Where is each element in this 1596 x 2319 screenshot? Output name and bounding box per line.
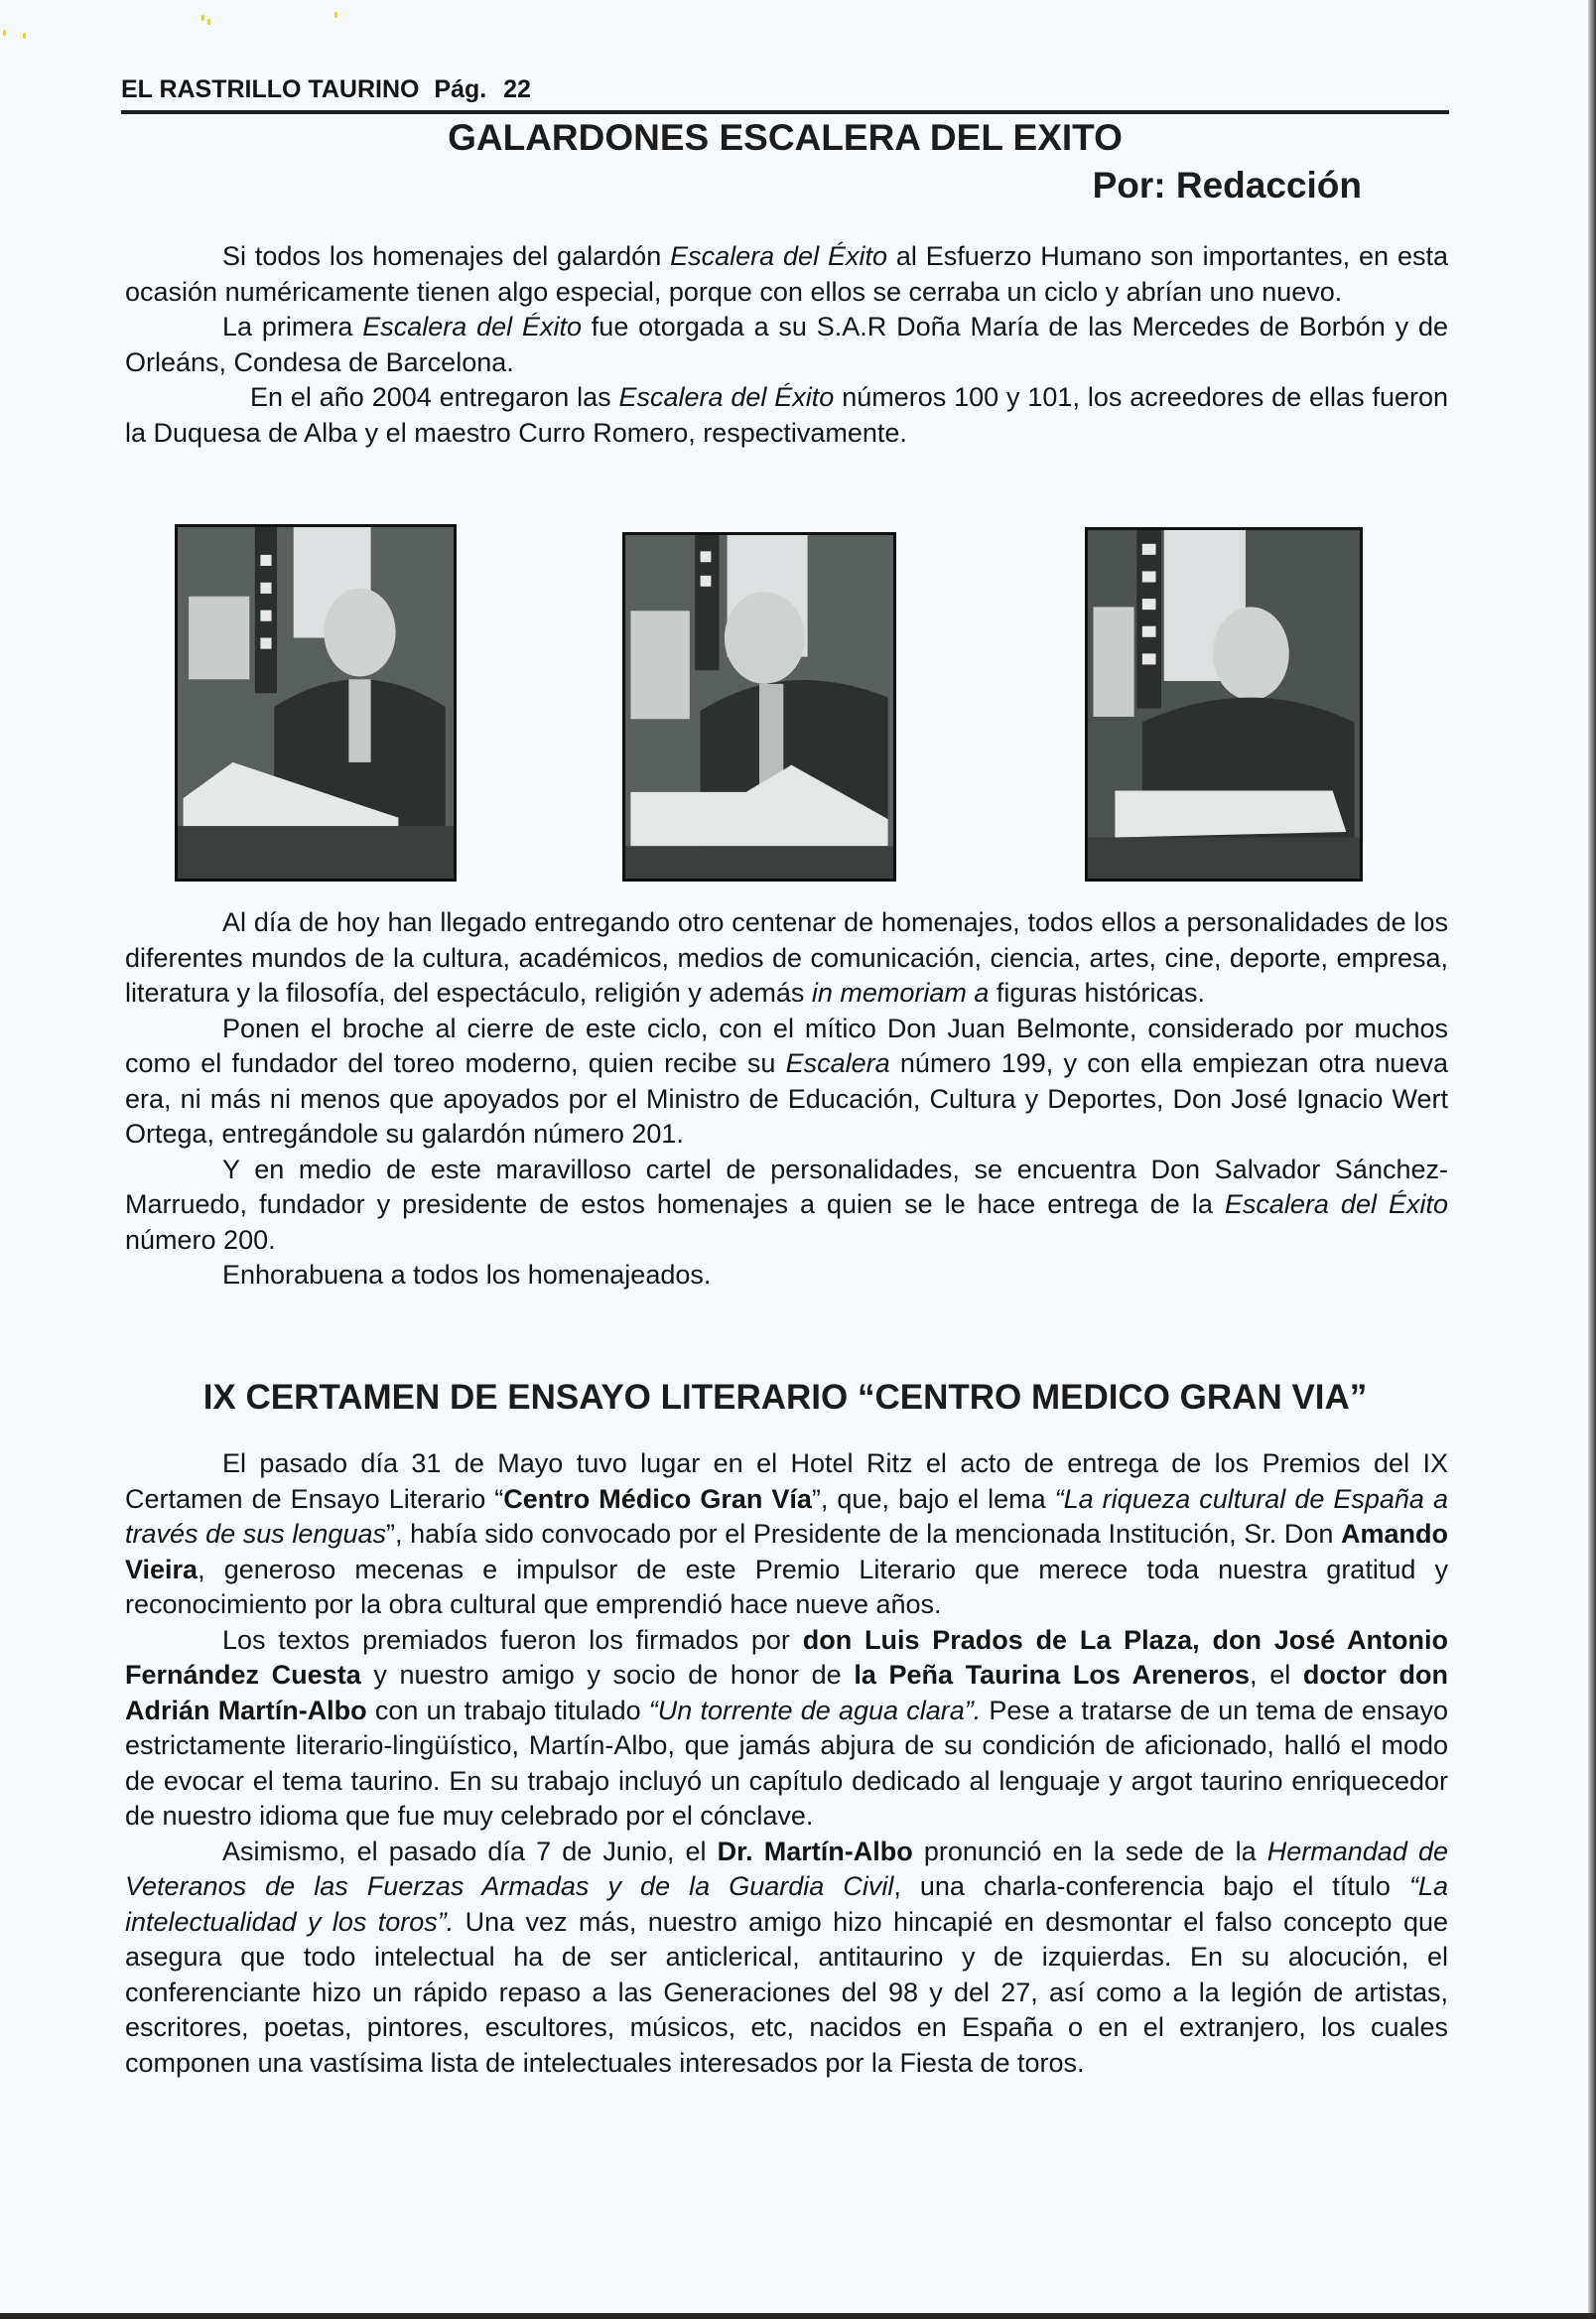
paragraph [125,1446,1448,1623]
text-run: Si todos los homenajes del galardón [222,241,671,271]
running-header [121,75,1447,104]
article-body [125,905,1448,1294]
paragraph [125,380,1448,451]
text-run: ”, que, bajo el lema [811,1483,1055,1514]
italic-text: in memoriam a [811,978,990,1008]
text-run: Pese a tratarse de un tema de ensayo estrictamente literario-lingüístico, Martín-Albo, que jamás abjura de su condición de aficionado, halló el modo de evocar el tema taurino. En su trabajo incluyó un capítulo dedicado al lenguaje y argot taurino enriquecedor de nuestro idioma que fue muy celebrado por el cónclave. [125,1695,1448,1831]
text-run: En el año 2004 entregaron las [250,382,619,412]
text-run: al Esfuerzo Humano son importantes, en esta ocasión numéricamente tienen algo especial, porque con ellos se cerraba un ciclo y abrían uno nuevo. [125,241,1448,307]
text-run: , generoso mecenas e impulsor de este Premio Literario que merece toda nuestra gratitud y reconocimiento por la obra cultural que emprendió hace nueve años. [125,1554,1448,1619]
bold-text: doctor don Adrián Martín-Albo [125,1660,1448,1725]
text-run: Asimismo, el pasado día 7 de Junio, el [222,1836,718,1866]
text-run: Y en medio de este maravilloso cartel de personalidades, se encuentra Don Salvador Sánchez-Marruedo, fundador y presidente de estos homenajes a quien se le hace entrega de la [125,1154,1448,1219]
text-run: El pasado día 31 de Mayo tuvo lugar en el Hotel Ritz el acto de entrega de los Premios del IX Certamen de Ensayo Literario “ [125,1448,1448,1514]
scan-speck [3,30,6,36]
italic-text: “La riqueza cultural de España a través de sus lenguas [125,1483,1448,1549]
page-number: 22 [503,75,531,103]
bold-text: Centro Médico Gran Vía [503,1483,812,1514]
scan-speck [201,15,204,21]
portrait-image [625,535,893,879]
photo-1 [175,524,457,882]
text-run: Una vez más, nuestro amigo hizo hincapié en desmontar el falso concepto que asegura que todo intelectual ha de ser anticlerical, antitaurino y de izquierdas. En su alocución, el conferenciante hizo un rápido repaso a las Generaciones del 98 y del 27, así como a la legión de artistas, escritores, poetas, pintores, escultores, músicos, etc, nacidos en España o en el extranjero, los cuales componen una vastísima lista de intelectuales interesados por la Fiesta de toros. [125,1906,1448,2078]
paragraph [125,310,1448,380]
page-bottom-edge [0,2313,1596,2319]
scan-speck [207,19,210,25]
italic-text: Hermandad de Veteranos de las Fuerzas Armadas y de la Guardia Civil [125,1836,1448,1901]
paragraph [125,905,1448,1012]
text-run: Enhorabuena a todos los homenajeados. [222,1260,712,1290]
text-run: pronunció en la sede de la [912,1836,1267,1866]
photo-2 [622,532,896,882]
italic-text: Escalera del Éxito [618,382,835,412]
paragraph [125,239,1448,310]
text-run: fue otorgada a su S.A.R Doña María de las Mercedes de Borbón y de Orleáns, Condesa de Barcelona. [125,312,1449,377]
bold-text: don Luis Prados de La Plaza, don José Antonio Fernández Cuesta [125,1624,1449,1690]
bold-text: Dr. Martín-Albo [717,1836,913,1866]
italic-text: Escalera [785,1048,890,1078]
page-edge-shadow [1588,0,1596,2319]
text-run: , una charla-conferencia bajo el título [893,1871,1409,1901]
text-run: con un trabajo titulado [366,1695,649,1725]
photo-3 [1085,527,1363,882]
publication-name: EL RASTRILLO TAURINO [121,75,420,103]
text-run: , el [1250,1660,1303,1690]
text-run: número 200. [125,1224,276,1255]
text-run: Ponen el broche al cierre de este ciclo, con el mítico Don Juan Belmonte, considerado por muchos como el fundador del toreo moderno, quien recibe su [125,1013,1448,1078]
article-title: GALARDONES ESCALERA DEL EXITO [448,117,1123,158]
italic-text: Escalera del Éxito [670,241,887,271]
italic-text: Escalera del Éxito [1224,1189,1449,1219]
article2-body [125,1446,1448,2081]
article-intro [125,239,1448,451]
bold-text: Amando Vieira [125,1519,1448,1584]
paragraph [125,1835,1448,2082]
paragraph [125,1258,1448,1294]
portrait-image [178,527,454,879]
text-run: números 100 y 101, los acreedores de ellas fueron la Duquesa de Alba y el maestro Curro Romero, respectivamente. [125,382,1448,448]
text-run: y nuestro amigo y socio de honor de [360,1660,855,1690]
italic-text: “La intelectualidad y los toros”. [125,1871,1448,1937]
text-run: La primera [222,312,363,341]
scan-speck [334,12,337,18]
paragraph [125,1623,1448,1835]
italic-text: Escalera del Éxito [362,312,582,341]
bold-text: la Peña Taurina Los Areneros [854,1660,1251,1690]
header-rule [121,110,1449,114]
page-label: Pág. [434,75,487,103]
italic-text: “Un torrente de agua clara”. [648,1695,982,1725]
section-title: IX CERTAMEN DE ENSAYO LITERARIO “CENTRO MEDICO GRAN VIA” [202,1378,1368,1417]
paragraph [125,1012,1448,1153]
article-byline: Por: Redacción [1092,165,1362,205]
portrait-image [1088,530,1360,879]
text-run: Los textos premiados fueron los firmados por [222,1624,803,1655]
paragraph [125,1153,1448,1259]
text-run: ”, había sido convocado por el Presidente de la mencionada Institución, Sr. Don [385,1519,1341,1549]
text-run: Al día de hoy han llegado entregando otro centenar de homenajes, todos ellos a personalidades de los diferentes mundos de la cultura, académicos, medios de comunicación, ciencia, artes, cine, deporte, empresa, literatura y la filosofía, del espectáculo, religión y además [125,907,1448,1008]
text-run: número 199, y con ella empiezan otra nueva era, ni más ni menos que apoyados por el Ministro de Educación, Cultura y Deportes, Don José Ignacio Wert Ortega, entregándole su galardón número 201. [125,1048,1448,1149]
text-run: figuras históricas. [989,978,1206,1008]
scan-speck [23,33,26,39]
